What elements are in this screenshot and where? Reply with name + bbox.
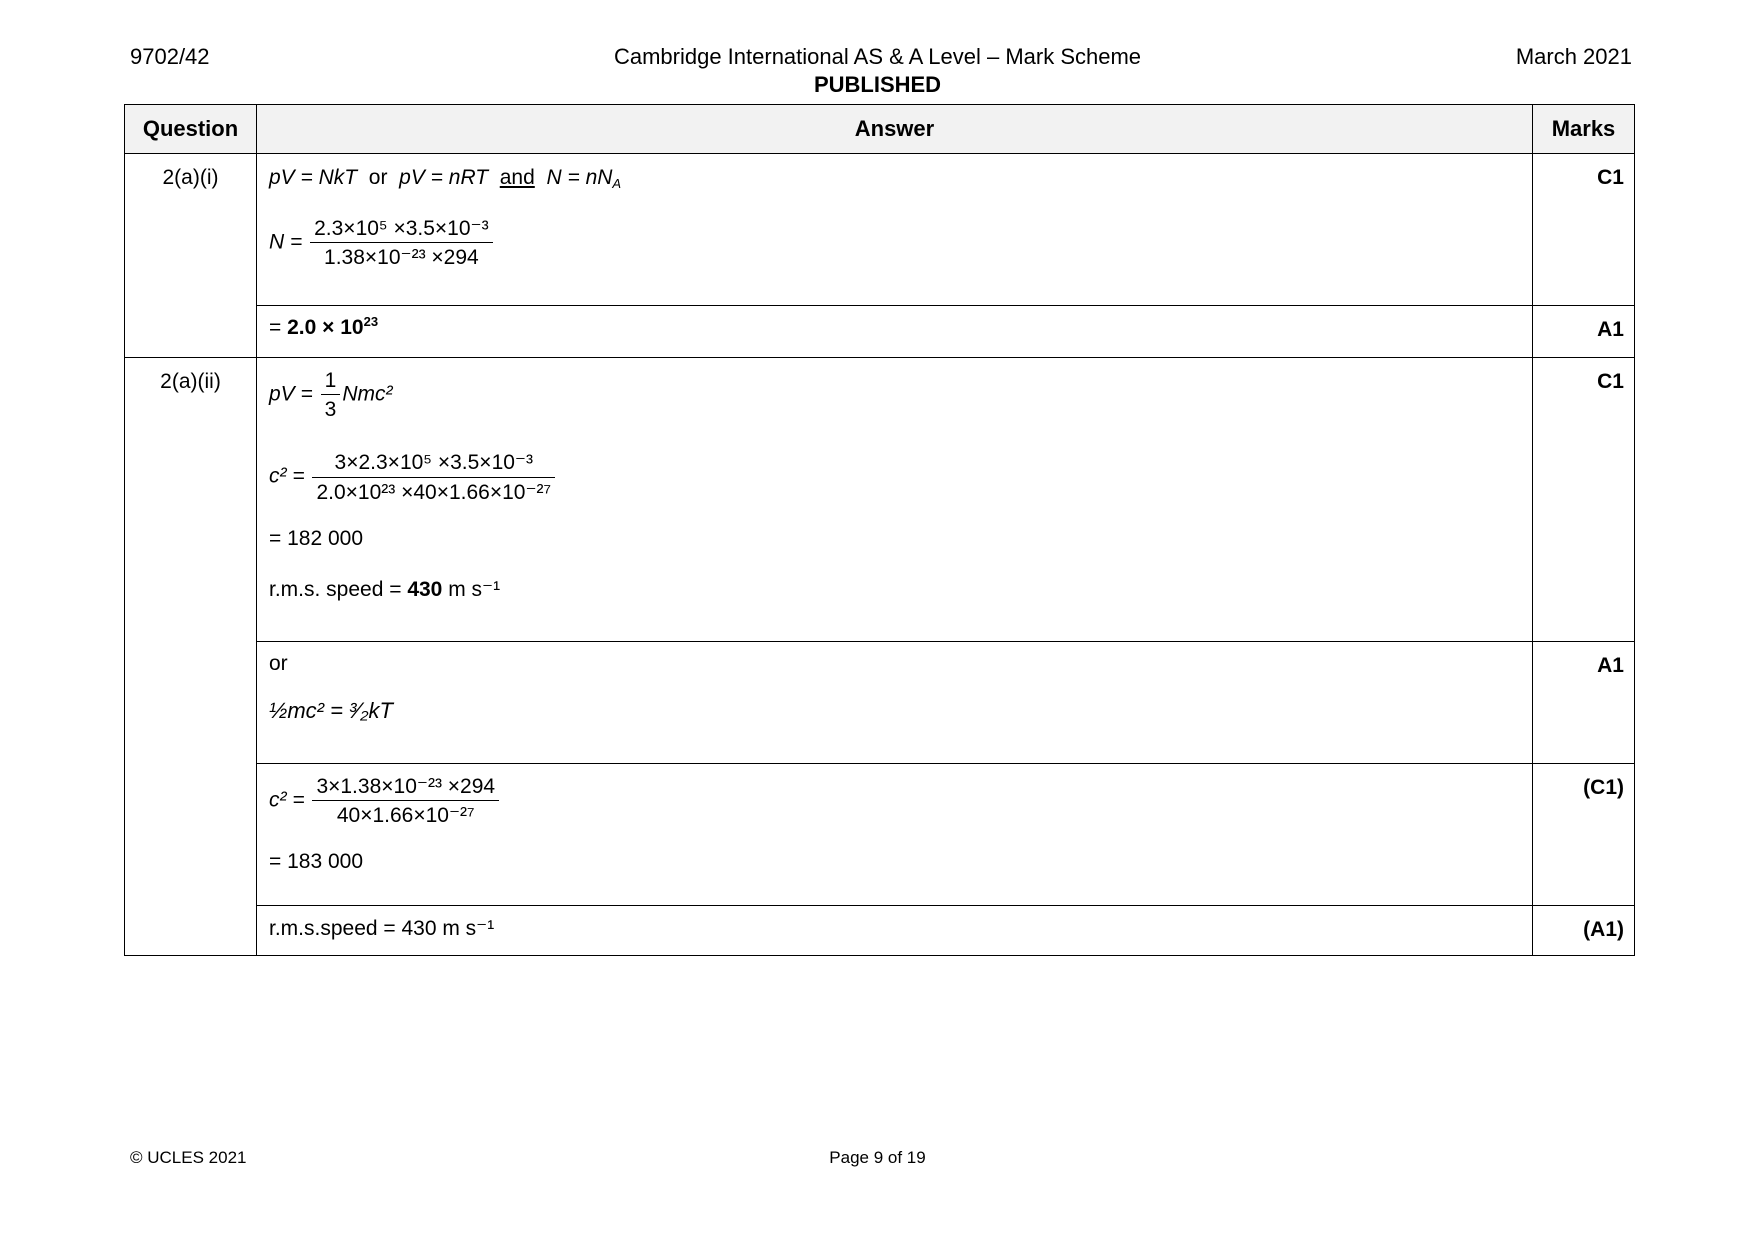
mark-award: A1 — [1533, 642, 1635, 764]
kinetic-theory-equation: pV = $\frac{1}{3}$ Nmc² — [269, 369, 393, 422]
table-row — [125, 306, 1635, 358]
c-squared-substitution: c² = $\frac{\text{3×2.3×10⁵ ×3.5×10⁻³}}{\text{2.0×10²³ ×40×1.66×10⁻²⁷}}$ — [269, 450, 1520, 504]
substitution-equation: N = $\frac{\text{2.3×10⁵ ×3.5×10⁻³}}{\text{1.38×10⁻²³ ×294}}$ — [269, 216, 1520, 270]
copyright-notice: © UCLES 2021 — [130, 1148, 247, 1167]
answer-column-header: Answer — [257, 105, 1533, 154]
answer-cell: r.m.s.speed = 430 m s⁻¹ — [257, 906, 1533, 956]
c-squared-result: = 182 000 — [269, 526, 364, 550]
mark-scheme-table — [124, 104, 1635, 956]
exam-date: March 2021 — [1515, 44, 1632, 69]
mark-award: C1 — [1533, 154, 1635, 306]
answer-cell — [257, 358, 1533, 642]
alternative-method-label: or — [269, 652, 288, 675]
table-row — [125, 906, 1635, 956]
marks-column-header: Marks — [1533, 105, 1635, 154]
mark-award: (A1) — [1533, 906, 1635, 956]
mark-award: A1 — [1533, 306, 1635, 358]
rms-speed-result: r.m.s. speed = 430 m s⁻¹ — [269, 577, 501, 601]
table-row — [125, 764, 1635, 906]
published-label: PUBLISHED — [813, 72, 942, 97]
document-title: Cambridge International AS & A Level – Mark Scheme — [613, 44, 1142, 69]
answer-cell — [257, 642, 1533, 764]
energy-equation: ½mc² = ³⁄₂kT — [269, 698, 393, 723]
page-number: Page 9 of 19 — [829, 1148, 926, 1167]
question-column-header: Question — [125, 105, 257, 154]
c-squared-alt-result: = 183 000 — [269, 850, 364, 874]
answer-cell — [257, 154, 1533, 306]
question-number: 2(a)(ii) — [125, 358, 257, 956]
paper-code: 9702/42 — [130, 44, 210, 69]
mark-award: (C1) — [1533, 764, 1635, 906]
answer-cell: = $2.0 \times 10^{23}$ — [257, 306, 1533, 358]
table-row — [125, 642, 1635, 764]
mark-award: C1 — [1533, 358, 1635, 642]
answer-cell — [257, 764, 1533, 906]
question-number: 2(a)(i) — [125, 154, 257, 358]
c-squared-alt-substitution: c² = $\frac{\text{3×1.38×10⁻²³ ×294}}{\text{40×1.66×10⁻²⁷}}$ — [269, 774, 1520, 828]
table-row — [125, 154, 1635, 306]
ideal-gas-equation: pV = NkT or pV = nRT and $N = nN_A$ — [269, 166, 622, 191]
table-row — [125, 358, 1635, 642]
table-header-row — [125, 105, 1635, 154]
